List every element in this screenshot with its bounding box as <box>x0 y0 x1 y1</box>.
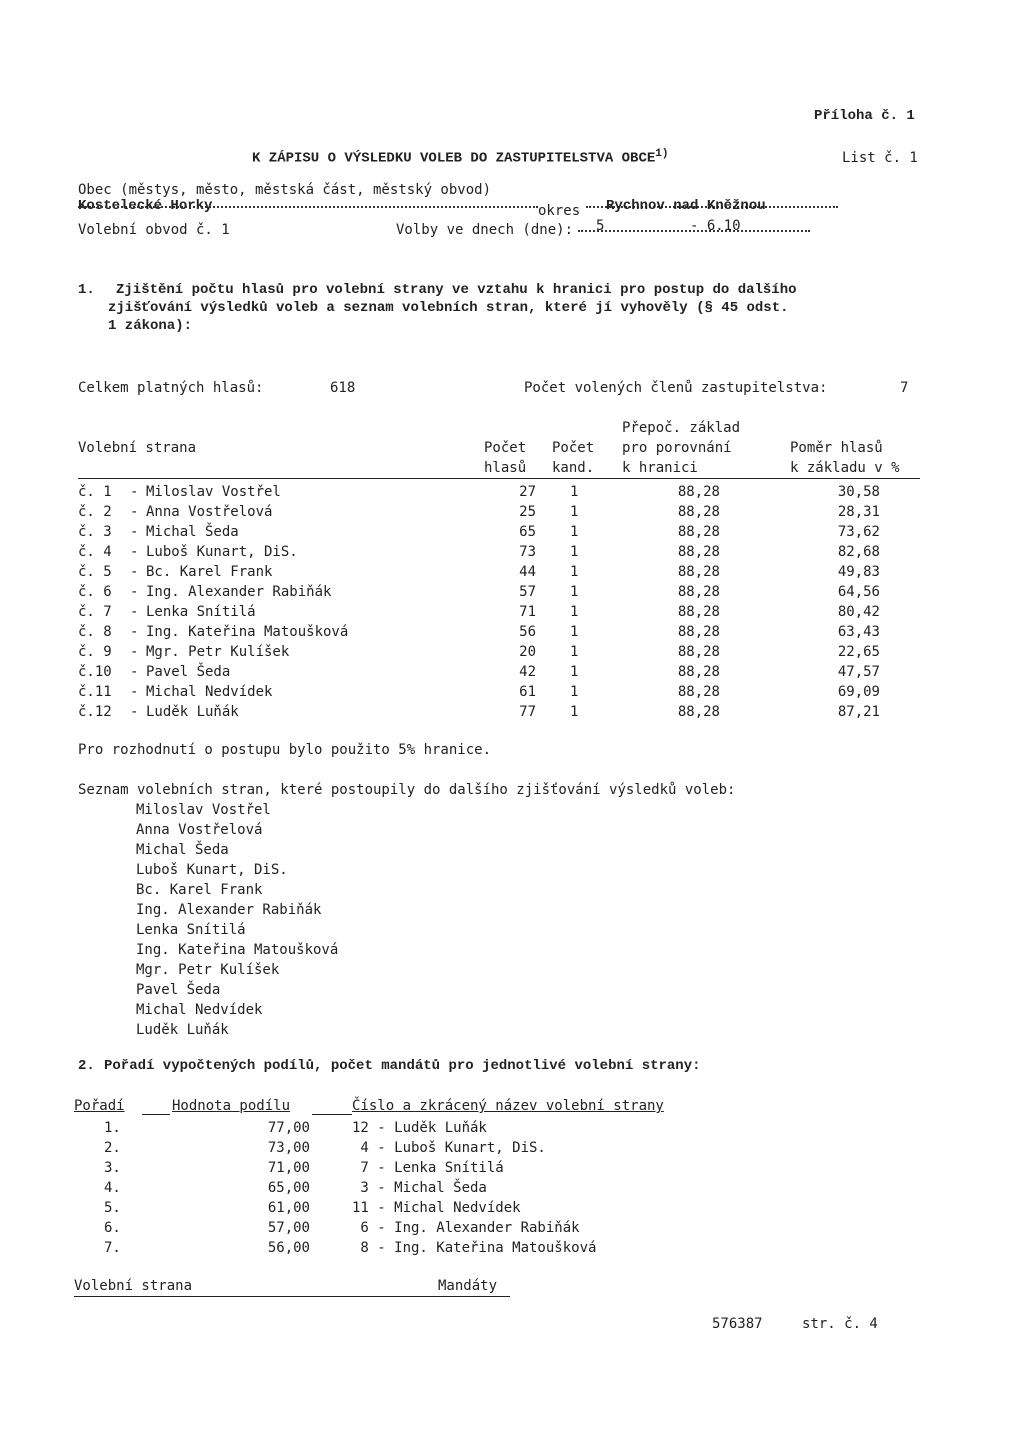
party-candidates: 1 <box>570 524 579 540</box>
municipality-label: Obec (městys, město, městská část, městský obvod) <box>78 182 492 198</box>
party-candidates: 1 <box>570 664 579 680</box>
section1-heading-line3: 1 zákona): <box>108 318 193 334</box>
header-base-line1: pro porovnání <box>622 440 732 456</box>
party-votes: 20 <box>519 644 536 660</box>
list-item: Bc. Karel Frank <box>136 882 263 898</box>
quotient-order: 2. <box>104 1140 121 1156</box>
dates-label: Volby ve dnech (dne): <box>396 222 574 238</box>
party-name: Michal Nedvídek <box>146 684 273 700</box>
party-name: Mgr. Petr Kulíšek <box>146 644 290 660</box>
party-ratio: 80,42 <box>837 604 880 620</box>
table-row: č. 7 - Lenka Snítilá 71 1 88,28 80,42 <box>78 604 880 620</box>
party-number: č. 7 <box>78 604 112 620</box>
quotient-party: 8 - Ing. Kateřina Matoušková <box>352 1240 597 1256</box>
header-ratio-line1: Poměr hlasů <box>790 440 883 456</box>
party-number: č. 3 <box>78 524 112 540</box>
quotient-value: 56,00 <box>267 1240 310 1256</box>
party-base: 88,28 <box>677 684 720 700</box>
mandates-party-header: Volební strana <box>74 1278 193 1294</box>
header-party-number-name: Číslo a zkrácený název volební strany <box>352 1098 664 1114</box>
table-row: č. 6 - Ing. Alexander Rabiňák 57 1 88,28 64,56 <box>78 584 880 600</box>
quotient-order: 4. <box>104 1180 121 1196</box>
party-name: Luboš Kunart, DiS. <box>146 544 298 560</box>
quotient-order: 5. <box>104 1200 121 1216</box>
header-base-line0: Přepoč. základ <box>622 420 741 436</box>
table-row <box>0 1180 1024 1200</box>
list-item: Lenka Snítilá <box>136 922 246 938</box>
header-ratio-line2: k základu v % <box>790 460 900 476</box>
section1-heading-line2: zjišťování výsledků voleb a seznam volebních stran, které jí vyhověly (§ 45 odst. <box>108 300 789 316</box>
party-votes: 27 <box>519 484 536 500</box>
document-title <box>252 148 668 167</box>
quotient-order: 7. <box>104 1240 121 1256</box>
party-name: Lenka Snítilá <box>146 604 256 620</box>
quotient-value: 73,00 <box>267 1140 310 1156</box>
table-row: č. 8 - Ing. Kateřina Matoušková 56 1 88,28 63,43 <box>78 624 880 640</box>
header-quotient-value: Hodnota podílu <box>172 1098 291 1114</box>
header-order: Pořadí <box>74 1098 125 1114</box>
members-label: Počet volených členů zastupitelstva: <box>524 380 828 396</box>
document-id: 576387 <box>712 1316 763 1332</box>
table-row <box>0 1220 1024 1240</box>
municipality-name: Kostelecké Horky <box>78 198 213 214</box>
table-row: č. 2 - Anna Vostřelová 25 1 88,28 28,31 <box>78 504 880 520</box>
annex-label: Příloha č. 1 <box>814 108 915 124</box>
party-candidates: 1 <box>570 564 579 580</box>
header-votes-line1: Počet <box>484 440 527 456</box>
quotient-value: 65,00 <box>267 1180 310 1196</box>
party-base: 88,28 <box>677 524 720 540</box>
date-to: - 6.10 <box>690 218 741 234</box>
party-base: 88,28 <box>677 564 720 580</box>
header-cand-line1: Počet <box>552 440 595 456</box>
party-ratio: 69,09 <box>837 684 880 700</box>
party-name: Bc. Karel Frank <box>146 564 273 580</box>
section1-number: 1. <box>78 282 95 298</box>
party-base: 88,28 <box>677 584 720 600</box>
table-row <box>0 1240 1024 1260</box>
party-number: č. 2 <box>78 504 112 520</box>
list-item: Ing. Kateřina Matoušková <box>136 942 339 958</box>
table-row <box>0 1200 1024 1220</box>
list-item: Michal Šeda <box>136 842 229 858</box>
quotient-party: 12 - Luděk Luňák <box>352 1120 487 1136</box>
party-votes: 77 <box>519 704 536 720</box>
quotient-party: 7 - Lenka Snítilá <box>352 1160 504 1176</box>
table1-header-rule <box>78 478 920 479</box>
quotient-order: 6. <box>104 1220 121 1236</box>
list-item: Luděk Luňák <box>136 1022 229 1038</box>
party-ratio: 28,31 <box>837 504 880 520</box>
constituency-label: Volební obvod č. 1 <box>78 222 230 238</box>
table-row: č.11 - Michal Nedvídek 61 1 88,28 69,09 <box>78 684 880 700</box>
list-item: Anna Vostřelová <box>136 822 263 838</box>
party-votes: 65 <box>519 524 536 540</box>
party-candidates: 1 <box>570 584 579 600</box>
valid-votes-value: 618 <box>330 380 356 396</box>
party-name: Luděk Luňák <box>146 704 239 720</box>
quotient-party: 3 - Michal Šeda <box>352 1180 487 1196</box>
party-candidates: 1 <box>570 644 579 660</box>
header-gap-rule <box>312 1114 352 1115</box>
table-row: č. 3 - Michal Šeda 65 1 88,28 73,62 <box>78 524 880 540</box>
list-item: Mgr. Petr Kulíšek <box>136 962 280 978</box>
party-ratio: 63,43 <box>837 624 880 640</box>
threshold-note: Pro rozhodnutí o postupu bylo použito 5% hranice. <box>78 742 492 758</box>
valid-votes-label: Celkem platných hlasů: <box>78 380 264 396</box>
party-number: č. 1 <box>78 484 112 500</box>
party-votes: 25 <box>519 504 536 520</box>
party-candidates: 1 <box>570 624 579 640</box>
table-row <box>0 1140 1024 1160</box>
table-row: č.10 - Pavel Šeda 42 1 88,28 47,57 <box>78 664 880 680</box>
party-votes: 56 <box>519 624 536 640</box>
quotient-value: 77,00 <box>267 1120 310 1136</box>
list-item: Ing. Alexander Rabiňák <box>136 902 322 918</box>
party-base: 88,28 <box>677 644 720 660</box>
party-number: č. 4 <box>78 544 112 560</box>
party-ratio: 73,62 <box>837 524 880 540</box>
section1-heading-line1: Zjištění počtu hlasů pro volební strany ve vztahu k hranici pro postup do dalšího <box>116 282 797 298</box>
table-row <box>0 1120 1024 1140</box>
party-candidates: 1 <box>570 504 579 520</box>
table-row: č. 4 - Luboš Kunart, DiS. 73 1 88,28 82,68 <box>78 544 880 560</box>
party-ratio: 64,56 <box>837 584 880 600</box>
municipality-dotted-line <box>78 206 538 208</box>
header-gap-rule <box>142 1114 170 1115</box>
party-number: č. 5 <box>78 564 112 580</box>
party-candidates: 1 <box>570 684 579 700</box>
party-name: Anna Vostřelová <box>146 504 273 520</box>
quotient-order: 1. <box>104 1120 121 1136</box>
party-number: č. 6 <box>78 584 112 600</box>
party-base: 88,28 <box>677 504 720 520</box>
party-number: č. 9 <box>78 644 112 660</box>
advanced-list <box>136 802 338 1042</box>
table-row: č. 1 - Miloslav Vostřel 27 1 88,28 30,58 <box>78 484 880 500</box>
party-name: Pavel Šeda <box>146 664 231 680</box>
advanced-list-label: Seznam volebních stran, které postoupily do dalšího zjišťování výsledků voleb: <box>78 782 736 798</box>
party-votes: 73 <box>519 544 536 560</box>
section2-number: 2. <box>78 1058 95 1074</box>
mandates-count-header: Mandáty <box>438 1278 498 1294</box>
table-row <box>0 1160 1024 1180</box>
document-title-text: K ZÁPISU O VÝSLEDKU VOLEB DO ZASTUPITELSTVA OBCE <box>252 150 656 167</box>
party-base: 88,28 <box>677 544 720 560</box>
quotient-party: 11 - Michal Nedvídek <box>352 1200 521 1216</box>
district-name: Rychnov nad Kněžnou <box>606 198 766 214</box>
party-votes: 71 <box>519 604 536 620</box>
party-ratio: 49,83 <box>837 564 880 580</box>
list-item: Miloslav Vostřel <box>136 802 271 818</box>
party-votes: 57 <box>519 584 536 600</box>
table-row: č. 5 - Bc. Karel Frank 44 1 88,28 49,83 <box>78 564 880 580</box>
list-item: Pavel Šeda <box>136 982 221 998</box>
district-label: okres <box>538 203 581 219</box>
party-votes: 61 <box>519 684 536 700</box>
header-votes-line2: hlasů <box>484 460 527 476</box>
party-ratio: 47,57 <box>837 664 880 680</box>
party-votes: 42 <box>519 664 536 680</box>
list-item: Luboš Kunart, DiS. <box>136 862 288 878</box>
header-cand-line2: kand. <box>552 460 595 476</box>
party-ratio: 30,58 <box>837 484 880 500</box>
party-name: Ing. Alexander Rabiňák <box>146 584 332 600</box>
party-candidates: 1 <box>570 704 579 720</box>
party-base: 88,28 <box>677 704 720 720</box>
page-number: str. č. 4 <box>802 1316 878 1332</box>
quotient-party: 4 - Luboš Kunart, DiS. <box>352 1140 546 1156</box>
header-party: Volební strana <box>78 440 197 456</box>
members-value: 7 <box>900 380 909 396</box>
party-ratio: 82,68 <box>837 544 880 560</box>
party-candidates: 1 <box>570 544 579 560</box>
party-number: č. 8 <box>78 624 112 640</box>
party-name: Ing. Kateřina Matoušková <box>146 624 349 640</box>
quotient-order: 3. <box>104 1160 121 1176</box>
table-row: č. 9 - Mgr. Petr Kulíšek 20 1 88,28 22,65 <box>78 644 880 660</box>
quotient-value: 61,00 <box>267 1200 310 1216</box>
quotient-value: 57,00 <box>267 1220 310 1236</box>
quotient-party: 6 - Ing. Alexander Rabiňák <box>352 1220 580 1236</box>
party-ratio: 22,65 <box>837 644 880 660</box>
mandates-header-rule <box>74 1296 510 1297</box>
party-candidates: 1 <box>570 484 579 500</box>
sheet-number: List č. 1 <box>842 150 918 166</box>
quotient-value: 71,00 <box>267 1160 310 1176</box>
section2-heading: Pořadí vypočtených podílů, počet mandátů pro jednotlivé volební strany: <box>104 1058 701 1074</box>
list-item: Michal Nedvídek <box>136 1002 263 1018</box>
party-name: Michal Šeda <box>146 524 239 540</box>
party-base: 88,28 <box>677 484 720 500</box>
party-name: Miloslav Vostřel <box>146 484 281 500</box>
date-from: 5 <box>596 218 605 234</box>
party-base: 88,28 <box>677 664 720 680</box>
title-footnote: 1) <box>655 148 669 160</box>
party-number: č.10 <box>78 664 112 680</box>
party-number: č.12 <box>78 704 112 720</box>
header-base-line2: k hranici <box>622 460 698 476</box>
party-ratio: 87,21 <box>837 704 880 720</box>
party-base: 88,28 <box>677 604 720 620</box>
party-number: č.11 <box>78 684 112 700</box>
table-row: č.12 - Luděk Luňák 77 1 88,28 87,21 <box>78 704 880 720</box>
party-candidates: 1 <box>570 604 579 620</box>
party-base: 88,28 <box>677 624 720 640</box>
party-votes: 44 <box>519 564 536 580</box>
